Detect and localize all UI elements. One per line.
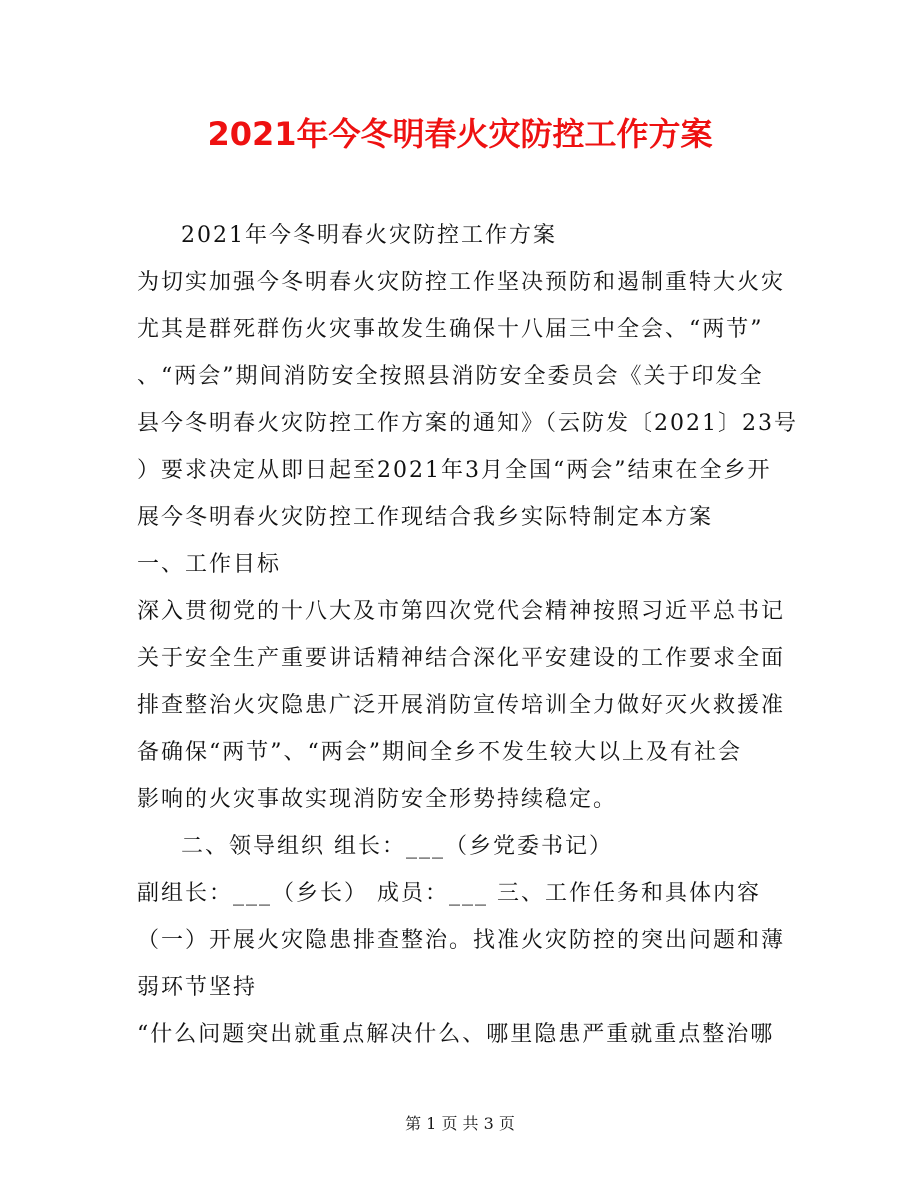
body-line: 备确保“两节”、“两会”期间全乡不发生较大以上及有社会	[137, 740, 742, 765]
body-line: 关于安全生产重要讲话精神结合深化平安建设的工作要求全面	[137, 646, 786, 671]
document-title: 2021年今冬明春火灾防控工作方案	[207, 115, 713, 153]
section-heading-goals: 一、工作目标	[137, 552, 282, 577]
body-line: 排查整治火灾隐患广泛开展消防宣传培训全力做好灭火救援准	[137, 693, 786, 718]
document-body	[137, 212, 797, 1058]
body-line: “什么问题突出就重点解决什么、哪里隐患严重就重点整治哪	[137, 1022, 775, 1047]
body-line: （一）开展火灾隐患排查整治。找准火灾防控的突出问题和薄	[137, 928, 786, 953]
body-line-subtitle: 2021年今冬明春火灾防控工作方案	[181, 223, 557, 248]
body-line: 副组长：___（乡长） 成员：___ 三、工作任务和具体内容	[137, 881, 761, 906]
body-line: 尤其是群死群伤火灾事故发生确保十八届三中全会、“两节”	[137, 317, 764, 342]
body-line: 弱环节坚持	[137, 975, 258, 1000]
section-heading-leadership: 二、领导组织 组长：___（乡党委书记）	[181, 834, 613, 859]
body-line: 展今冬明春火灾防控工作现结合我乡实际特制定本方案	[137, 505, 714, 530]
body-line: ）要求决定从即日起至2021年3月全国“两会”结束在全乡开	[137, 458, 772, 483]
body-line: 影响的火灾事故实现消防安全形势持续稳定。	[137, 787, 618, 812]
body-line: 县今冬明春火灾防控工作方案的通知》（云防发〔2021〕23号	[137, 411, 798, 436]
page-number-footer: 第 1 页 共 3 页	[405, 1114, 515, 1133]
body-line: 为切实加强今冬明春火灾防控工作坚决预防和遏制重特大火灾	[137, 270, 786, 295]
body-line: 、“两会”期间消防安全按照县消防安全委员会《关于印发全	[137, 364, 764, 389]
body-line: 深入贯彻党的十八大及市第四次党代会精神按照习近平总书记	[137, 599, 786, 624]
